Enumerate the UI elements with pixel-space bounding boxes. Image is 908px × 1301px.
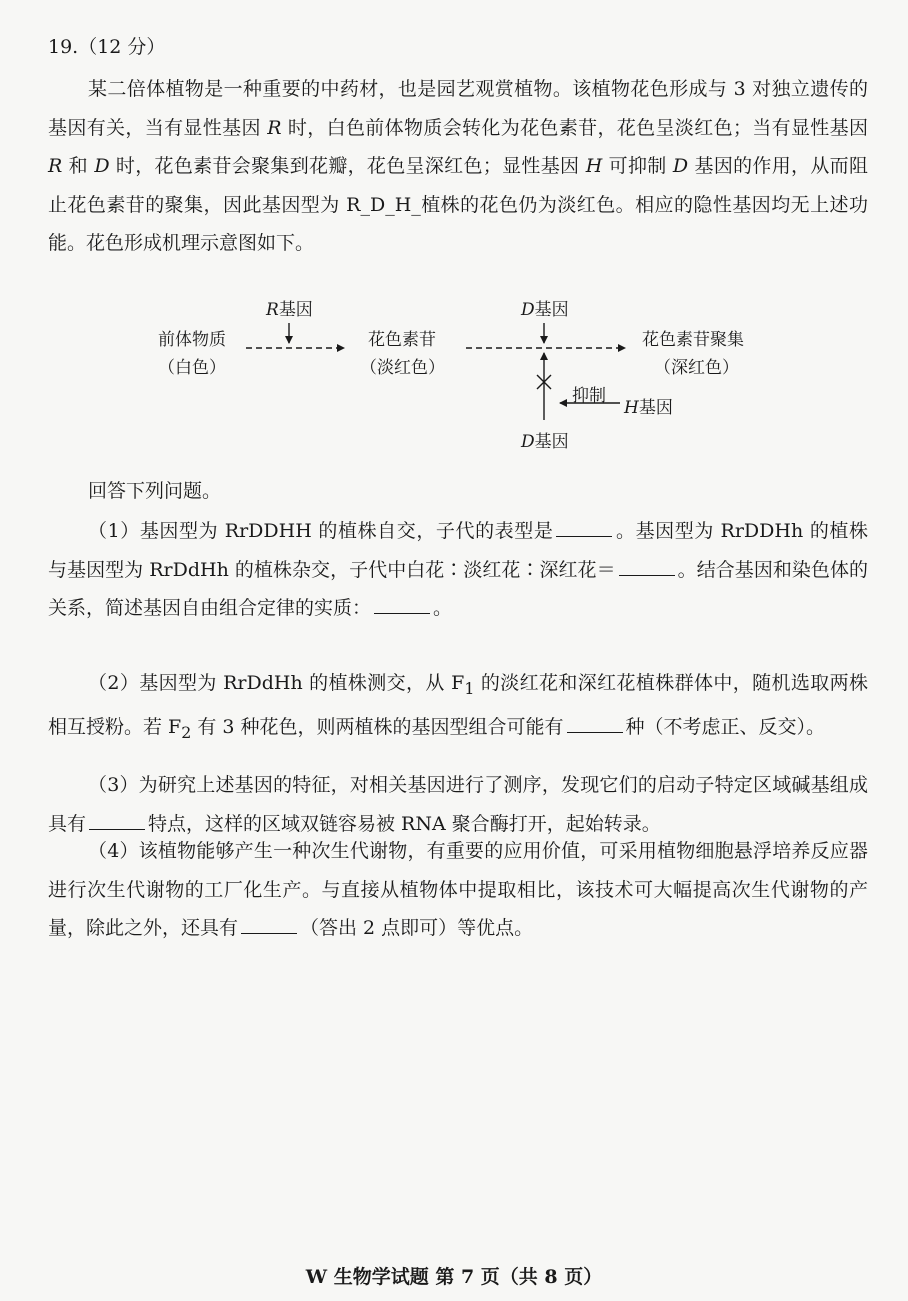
subquestion-1: （1）基因型为 RrDDHH 的植株自交，子代的表型是 。基因型为 RrDDHh 的植株与基因型为 RrDdHh 的植株杂交，子代中白花∶淡红花∶深红花＝ 。结合基因和染色体的关系，简述基因自由组合定律的实质： 。 <box>48 520 868 619</box>
answer-blank[interactable] <box>556 518 612 537</box>
question-number: 19. <box>48 36 79 58</box>
diagram-arrows <box>0 285 908 465</box>
h-gene-label: H基因 <box>624 398 673 418</box>
inhibit-label: 抑制 <box>572 386 606 406</box>
answer-blank[interactable] <box>567 714 623 733</box>
answer-prompt: 回答下列问题。 <box>88 480 222 502</box>
anthocyanin-color-label: （淡红色） <box>360 358 445 378</box>
d-gene-bottom-label: D基因 <box>521 432 569 452</box>
flower-color-mechanism-diagram <box>0 285 908 465</box>
aggregation-label: 花色素苷聚集 <box>642 330 744 350</box>
answer-blank[interactable] <box>241 915 297 934</box>
precursor-color-label: （白色） <box>158 358 226 378</box>
question-points: （12 分） <box>78 36 166 58</box>
intro-paragraph: 某二倍体植物是一种重要的中药材，也是园艺观赏植物。该植物花色形成与 3 对独立遗传的基因有关，当有显性基因 R 时，白色前体物质会转化为花色素苷，花色呈淡红色；当有显性基因 R 和 D 时，花色素苷会聚集到花瓣，花色呈深红色；显性基因 H 可抑制 D 基因的作用，从而阻止花色素苷的聚集，因此基因型为 R_D_H_植株的花色仍为淡红色。相应的隐性基因均无上述功能。花色形成机理示意图如下。 <box>48 78 868 254</box>
aggregation-color-label: （深红色） <box>654 358 739 378</box>
answer-blank[interactable] <box>89 811 145 830</box>
d-gene-top-label: D基因 <box>521 300 569 320</box>
page-footer: W 生物学试题 第 7 页（共 8 页） <box>305 1266 603 1288</box>
answer-blank[interactable] <box>619 557 675 576</box>
anthocyanin-label: 花色素苷 <box>368 330 436 350</box>
question-header <box>48 32 165 59</box>
r-gene-label: R基因 <box>266 300 313 320</box>
precursor-label: 前体物质 <box>158 330 226 350</box>
answer-blank[interactable] <box>374 595 430 614</box>
subquestion-2: （2）基因型为 RrDdHh 的植株测交，从 $F_1$ 的淡红花和深红花植株群体中，随机选取两株相互授粉。若 $F_2$ 有 3 种花色，则两植株的基因型组合可能有 种（不考虑正、反交）。 <box>48 672 869 743</box>
subquestion-3: （3）为研究上述基因的特征，对相关基因进行了测序，发现它们的启动子特定区域碱基组成具有 特点，这样的区域双链容易被 RNA 聚合酶打开，起始转录。 <box>48 774 868 835</box>
subquestion-4: （4）该植物能够产生一种次生代谢物，有重要的应用价值，可采用植物细胞悬浮培养反应器进行次生代谢物的工厂化生产。与直接从植物体中提取相比，该技术可大幅提高次生代谢物的产量，除此之外，还具有 （答出 2 点即可）等优点。 <box>48 840 868 939</box>
